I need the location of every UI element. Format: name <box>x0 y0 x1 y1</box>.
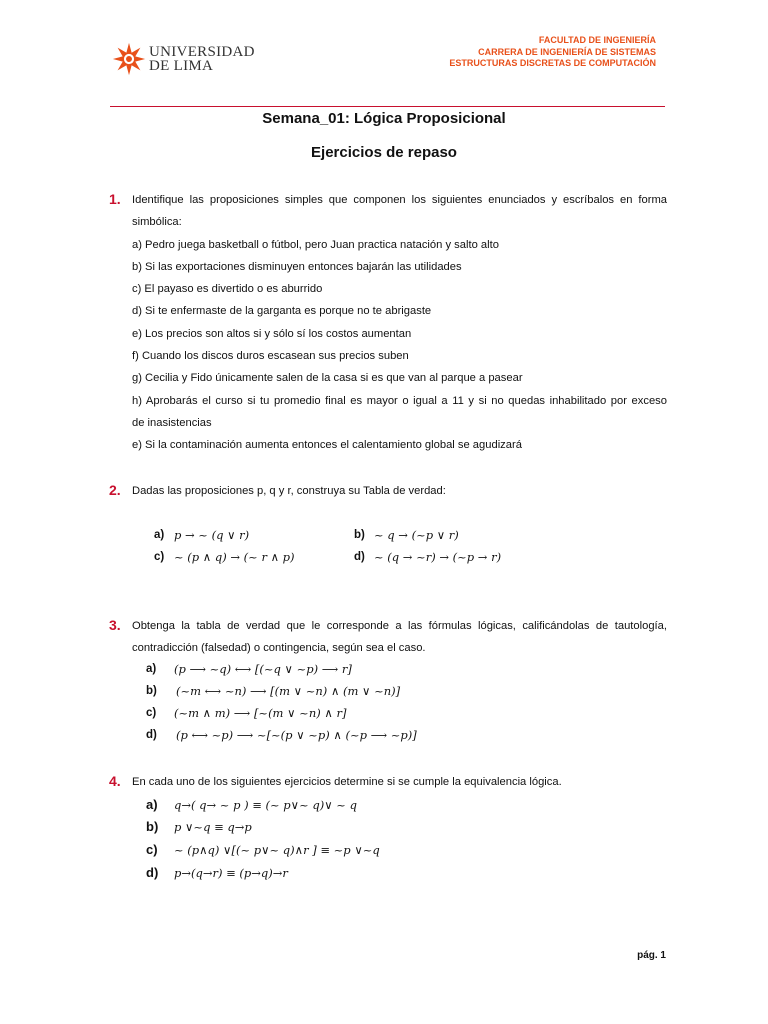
q4-formula-c: ~ (p∧q) ∨[(~ p∨~ q)∧r ] ≡ ~p ∨~q <box>174 843 380 857</box>
q4-formula-b: p ∨~q ≡ q→p <box>174 820 252 834</box>
q2-formula-b: ~ q → (~p ∨ r) <box>374 528 459 542</box>
list-item: f) Cuando los discos duros escasean sus precios suben <box>132 350 409 363</box>
faculty-name: FACULTAD DE INGENIERÍA <box>538 35 656 45</box>
course-name: ESTRUCTURAS DISCRETAS DE COMPUTACIÓN <box>449 58 656 68</box>
star-logo-icon <box>112 42 146 76</box>
question-2-text: Dadas las proposiciones p, q y r, construya su Tabla de verdad: <box>132 485 446 497</box>
question-4-number: 4. <box>109 773 121 789</box>
q4-label-c: c) <box>146 842 158 857</box>
q3-formula-d: (p ⟷ ~p) ⟶ ~[~(p ∨ ~p) ∧ (~p ⟶ ~p)] <box>176 728 417 742</box>
q2-label-d: d) <box>354 551 365 563</box>
question-1-intro-line2: simbólica: <box>132 216 182 229</box>
q3-formula-a: (p ⟶ ~q) ⟷ [(~q ∨ ~p) ⟶ r] <box>174 662 352 676</box>
university-logo <box>112 42 255 76</box>
list-item: a) Pedro juega basketball o fútbol, pero Juan practica natación y salto alto <box>132 238 499 251</box>
q2-label-b: b) <box>354 529 365 541</box>
q4-formula-d: p→(q→r) ≡ (p→q)→r <box>174 866 288 880</box>
header-info <box>449 35 656 70</box>
q2-formula-d: ~ (q → ~r) → (~p → r) <box>374 550 502 564</box>
list-item: h) Aprobarás el curso si tu promedio final es mayor o igual a 11 y si no quedas inhabilitado por exceso <box>132 394 667 407</box>
q4-formula-a: q→( q→ ~ p ) ≡ (~ p∨~ q)∨ ~ q <box>174 798 357 812</box>
page-number: pág. 1 <box>637 950 666 961</box>
question-1-intro-line1: Identifique las proposiciones simples que componen los siguientes enunciados y escríbalos en forma <box>132 194 667 206</box>
question-3 <box>132 615 667 660</box>
list-item: c) El payaso es divertido o es aburrido <box>132 283 323 296</box>
q3-formula-b: (~m ⟷ ~n) ⟶ [(m ∨ ~n) ∧ (m ∨ ~n)] <box>176 684 401 698</box>
q4-label-a: a) <box>146 797 158 812</box>
question-1 <box>132 189 667 457</box>
list-item: b) Si las exportaciones disminuyen entonces bajarán las utilidades <box>132 260 462 273</box>
question-3-number: 3. <box>109 617 121 633</box>
q4-label-d: d) <box>146 865 159 880</box>
question-3-text-line2: contradicción (falsedad) o contingencia, según sea el caso. <box>132 642 426 655</box>
q2-formula-a: p → ~ (q ∨ r) <box>174 528 250 542</box>
question-3-text-line1: Obtenga la tabla de verdad que le corresponde a las fórmulas lógicas, calificándolas de tautología, <box>132 620 667 632</box>
question-2-number: 2. <box>109 482 121 498</box>
list-item: e) Si la contaminación aumenta entonces el calentamiento global se agudizará <box>132 439 522 452</box>
question-1-number: 1. <box>109 191 121 207</box>
q4-label-b: b) <box>146 819 159 834</box>
q2-formula-c: ~ (p ∧ q) → (~ r ∧ p) <box>174 550 295 564</box>
q3-label-a: a) <box>146 663 157 675</box>
list-item: e) Los precios son altos si y sólo sí los costos aumentan <box>132 327 412 340</box>
university-name-line1: UNIVERSIDAD <box>149 44 255 60</box>
q3-label-d: d) <box>146 729 157 741</box>
list-item: de inasistencias <box>132 416 212 429</box>
q2-label-a: a) <box>154 529 165 541</box>
career-name: CARRERA DE INGENIERÍA DE SISTEMAS <box>478 46 656 57</box>
list-item: d) Si te enfermaste de la garganta es porque no te abrigaste <box>132 305 432 318</box>
question-4-text: En cada uno de los siguientes ejercicios determine si se cumple la equivalencia lógica. <box>132 776 562 788</box>
header-rule <box>110 106 665 107</box>
page-subtitle: Ejercicios de repaso <box>311 144 457 161</box>
q2-label-c: c) <box>154 551 165 563</box>
list-item: g) Cecilia y Fido únicamente salen de la casa si es que van al parque a pasear <box>132 372 523 385</box>
q3-formula-c: (~m ∧ m) ⟶ [~(m ∨ ~n) ∧ r] <box>174 706 347 720</box>
page-title: Semana_01: Lógica Proposicional <box>262 110 506 127</box>
university-name-line2: DE LIMA <box>149 58 214 74</box>
q3-label-b: b) <box>146 685 157 697</box>
q3-label-c: c) <box>146 707 157 719</box>
